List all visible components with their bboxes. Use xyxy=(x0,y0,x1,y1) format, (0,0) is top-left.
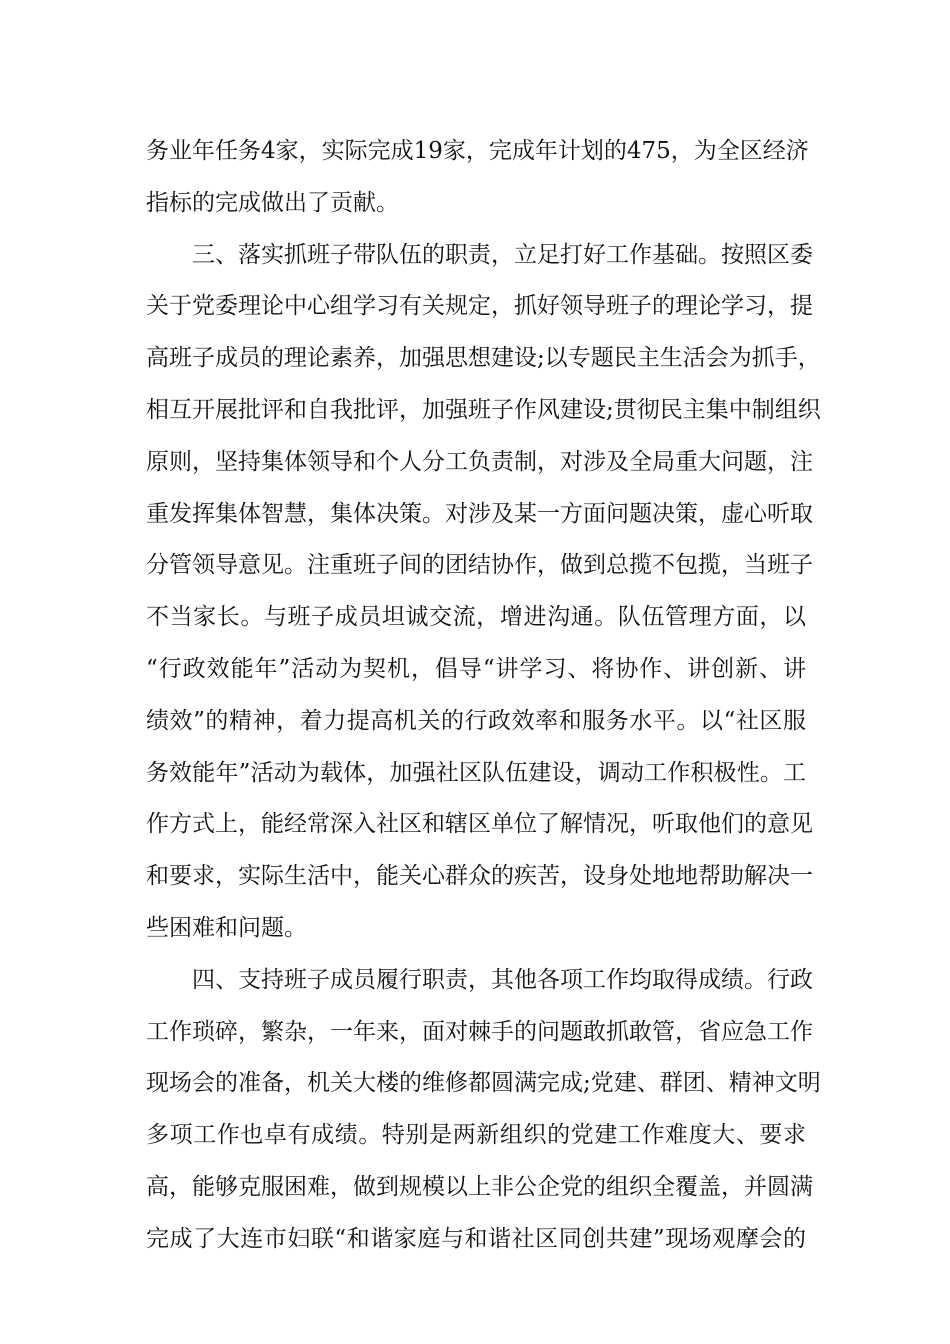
text-line: 关于党委理论中心组学习有关规定，抓好领导班子的理论学习，提 xyxy=(146,293,813,320)
text-line: 高，能够克服困难，做到规模以上非公企党的组织全覆盖，并圆满 xyxy=(146,1173,813,1200)
text-line: 重发挥集体智慧，集体决策。对涉及某一方面问题决策，虚心听取 xyxy=(146,500,813,527)
text-line: 高班子成员的理论素养，加强思想建设;以专题民主生活会为抓手， xyxy=(146,345,821,372)
text-line: 完成了大连市妇联“和谐家庭与和谐社区同创共建”现场观摩会的 xyxy=(146,1225,806,1252)
text-line: 原则，坚持集体领导和个人分工负责制，对涉及全局重大问题，注 xyxy=(146,448,813,475)
text-line: 工作琐碎，繁杂，一年来，面对棘手的问题敢抓敢管，省应急工作 xyxy=(146,1018,813,1045)
text-line: 和要求，实际生活中，能关心群众的疾苦，设身处地地帮助解决一 xyxy=(146,863,813,890)
text-line: 多项工作也卓有成绩。特别是两新组织的党建工作难度大、要求 xyxy=(146,1122,806,1149)
text-line: 绩效”的精神，着力提高机关的行政效率和服务水平。以“社区服 xyxy=(146,707,806,734)
paragraph-continuation xyxy=(146,126,809,230)
text-line: 相互开展批评和自我批评，加强班子作风建设;贯彻民主集中制组织 xyxy=(146,396,821,423)
text-line: 分管领导意见。注重班子间的团结协作，做到总揽不包揽，当班子 xyxy=(146,552,813,579)
text-line: 务效能年”活动为载体，加强社区队伍建设，调动工作积极性。工 xyxy=(146,759,806,786)
text-line: 三、落实抓班子带队伍的职责，立足打好工作基础。按照区委 xyxy=(192,241,813,268)
text-line: 务业年任务4家，实际完成19家，完成年计划的475，为全区经济 xyxy=(146,138,809,164)
document-page xyxy=(146,126,821,1266)
text-line: 指标的完成做出了贡献。 xyxy=(146,189,399,216)
text-line: 作方式上，能经常深入社区和辖区单位了解情况，听取他们的意见 xyxy=(146,811,813,838)
text-line: 不当家长。与班子成员坦诚交流，增进沟通。队伍管理方面，以 xyxy=(146,604,806,631)
text-line: 现场会的准备，机关大楼的维修都圆满完成;党建、群团、精神文明 xyxy=(146,1070,821,1097)
text-line: 些困难和问题。 xyxy=(146,914,307,941)
paragraph-section-three xyxy=(146,230,821,955)
paragraph-section-four xyxy=(146,955,821,1266)
text-line: 四、支持班子成员履行职责，其他各项工作均取得成绩。行政 xyxy=(192,966,813,993)
text-line: “行政效能年”活动为契机，倡导“讲学习、将协作、讲创新、讲 xyxy=(146,655,806,682)
